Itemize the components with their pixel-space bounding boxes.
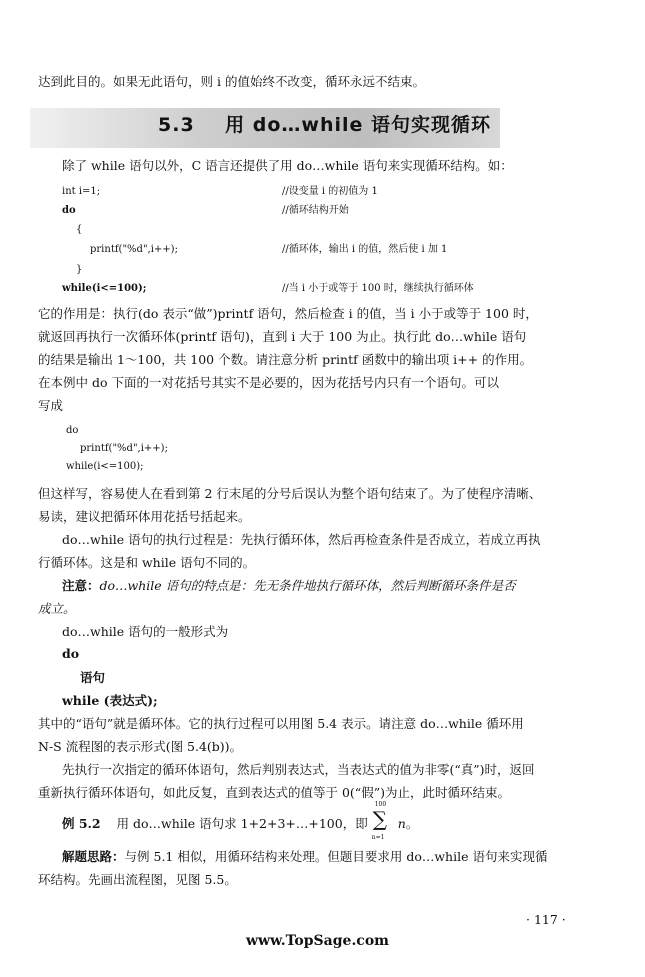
summation xyxy=(371,800,394,841)
code-comment: //循环体，输出 i 的值，然后使 i 加 1 xyxy=(282,244,448,255)
section-number: 5.3 xyxy=(158,114,195,136)
intro-paragraph: 除了 while 语句以外，C 语言还提供了用 do…while 语句来实现循环结构。如： xyxy=(62,158,513,173)
code-line: while(i<=100); xyxy=(66,461,144,472)
section-title-text: 用 do…while 语句实现循环 xyxy=(225,114,492,136)
code-line: do xyxy=(62,205,76,216)
code-line: } xyxy=(76,264,83,275)
text-line: 重新执行循环体语句，如此反复，直到表达式的值等于 0(“假”)为止，此时循环结束。 xyxy=(38,785,510,800)
code-line: { xyxy=(76,224,83,235)
idea-label: 解题思路： xyxy=(62,849,125,864)
form-line: do xyxy=(62,646,80,661)
code-line: printf("%d",i++); xyxy=(80,443,168,454)
sum-variable: n xyxy=(397,816,406,831)
code-comment: //设变量 i 的初值为 1 xyxy=(282,186,378,197)
section-title xyxy=(158,110,491,137)
text-line: 与例 5.1 相似，用循环结构来处理。但题目要求用 do…while 语句来实现循 xyxy=(124,849,548,864)
text-line: 其中的“语句”就是循环体。它的执行过程可以用图 5.4 表示。请注意 do…while 循环用 xyxy=(38,716,524,731)
text-line: 易读，建议把循环体用花括号括起来。 xyxy=(38,509,251,524)
example-line xyxy=(62,800,419,841)
text-line: 写成 xyxy=(38,398,64,413)
text-line: 行循环体。这是和 while 语句不同的。 xyxy=(38,555,256,570)
text-line: 先执行一次指定的循环体语句，然后判别表达式，当表达式的值为非零(“真”)时，返回 xyxy=(62,762,535,777)
text-line: N-S 流程图的表示形式(图 5.4(b))。 xyxy=(38,739,243,754)
form-line: 语句 xyxy=(80,670,106,685)
code-line: int i=1; xyxy=(62,186,101,197)
footer-url: www.TopSage.com xyxy=(246,933,389,949)
text-line: 就返回再执行一次循环体(printf 语句)，直到 i 大于 100 为止。执行此 do…while 语句 xyxy=(38,329,527,344)
text-line: do…while 语句的特点是：先无条件地执行循环体，然后判断循环条件是否 xyxy=(99,578,516,593)
sum-symbol: ∑ xyxy=(372,806,387,831)
code-line: printf("%d",i++); xyxy=(90,244,178,255)
code-comment: //循环结构开始 xyxy=(282,205,349,216)
text-line: do…while 语句的一般形式为 xyxy=(62,624,229,639)
form-line: while (表达式); xyxy=(62,693,158,708)
text-line: 但这样写，容易使人在看到第 2 行末尾的分号后误认为整个语句结束了。为了使程序清晰、 xyxy=(38,486,542,501)
code-line: while(i<=100); xyxy=(62,283,147,294)
text-line: 它的作用是：执行(do 表示“做”)printf 语句，然后检查 i 的值，当 i 小于或等于 100 时， xyxy=(38,306,538,321)
text-line: 在本例中 do 下面的一对花括号其实不是必要的，因为花括号内只有一个语句。可以 xyxy=(38,375,499,390)
top-line: 达到此目的。如果无此语句，则 i 的值始终不改变，循环永远不结束。 xyxy=(38,74,425,89)
text-line: 环结构。先画出流程图，见图 5.5。 xyxy=(38,872,237,887)
sum-upper-limit: 100 xyxy=(374,800,387,808)
text-line: 成立。 xyxy=(38,601,76,616)
note-label: 注意： xyxy=(62,578,100,593)
sum-lower-limit: n=1 xyxy=(371,833,385,841)
example-text: 用 do…while 语句求 1+2+3+…+100，即 xyxy=(116,816,368,831)
page-number: · 117 · xyxy=(526,912,566,927)
code-line: do xyxy=(66,425,79,436)
example-end: 。 xyxy=(405,816,419,831)
code-comment: //当 i 小于或等于 100 时，继续执行循环体 xyxy=(282,283,474,294)
text-line: do…while 语句的执行过程是：先执行循环体，然后再检查条件是否成立，若成立再执 xyxy=(62,532,541,547)
text-line: 的结果是输出 1～100，共 100 个数。请注意分析 printf 函数中的输出项 i++ 的作用。 xyxy=(38,352,533,367)
example-label: 例 5.2 xyxy=(62,816,101,831)
